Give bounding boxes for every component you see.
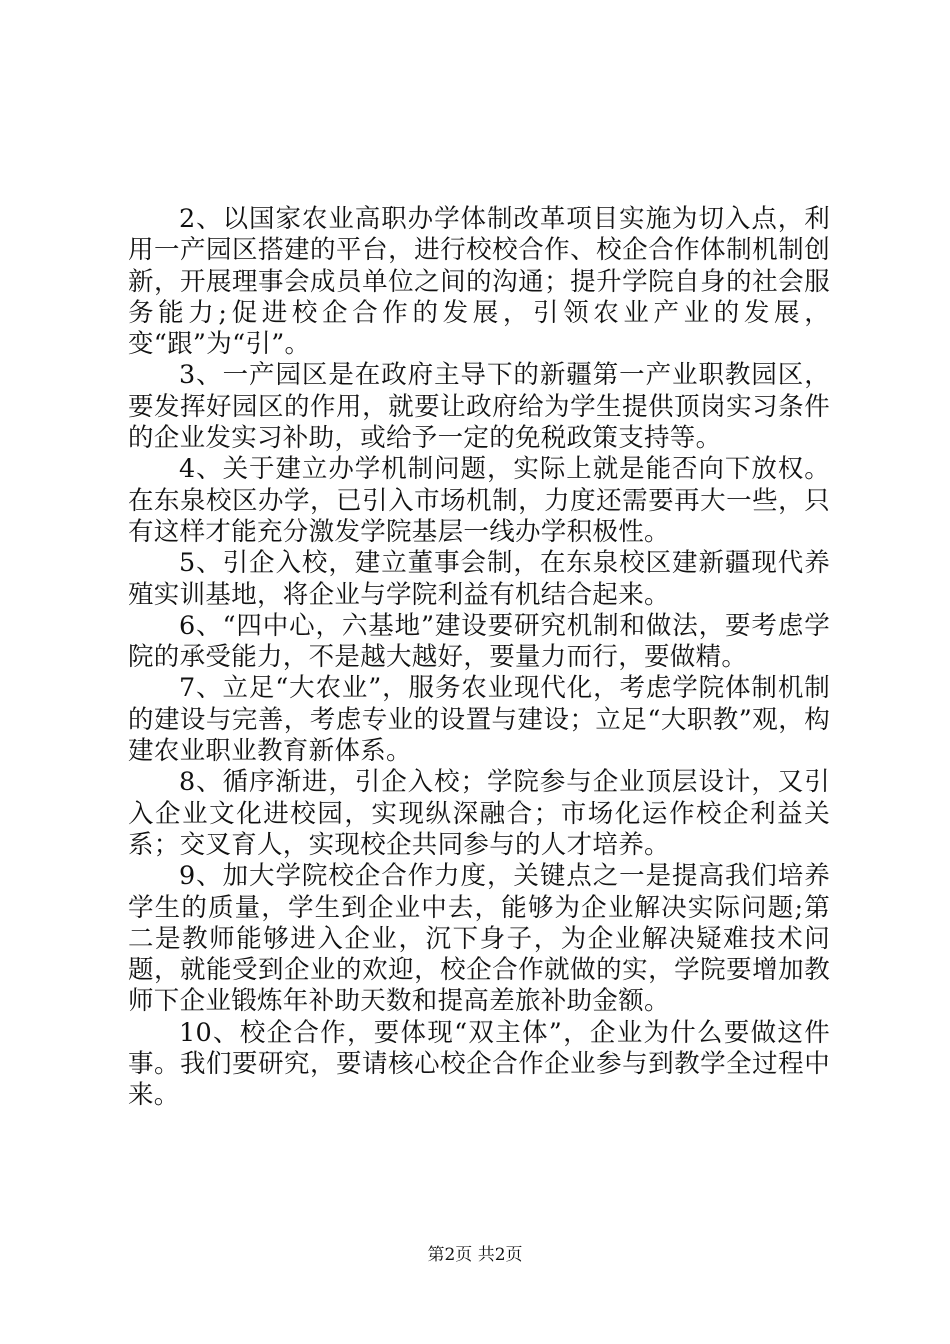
paragraph-item-10: 10、校企合作，要体现“双主体”，企业为什么要做这件事。我们要研究，要请核心校企合作企业参与到教学全过程中来。 bbox=[128, 1017, 830, 1111]
document-body bbox=[128, 204, 830, 1112]
paragraph-item-7: 7、立足“大农业”，服务农业现代化，考虑学院体制机制的建设与完善，考虑专业的设置与建设；立足“大职教”观，构建农业职业教育新体系。 bbox=[128, 673, 830, 767]
page-number-footer: 第2页 共2页 bbox=[427, 1245, 523, 1265]
paragraph-item-8: 8、循序渐进，引企入校；学院参与企业顶层设计，又引入企业文化进校园，实现纵深融合；市场化运作校企利益关系；交叉育人，实现校企共同参与的人才培养。 bbox=[128, 767, 830, 860]
paragraph-item-6: 6、“四中心，六基地”建设要研究机制和做法，要考虑学院的承受能力，不是越大越好，要量力而行，要做精。 bbox=[128, 610, 830, 673]
paragraph-item-4: 4、关于建立办学机制问题，实际上就是能否向下放权。在东泉校区办学，已引入市场机制，力度还需要再大一些，只有这样才能充分激发学院基层一线办学积极性。 bbox=[128, 454, 830, 547]
paragraph-item-3: 3、一产园区是在政府主导下的新疆第一产业职教园区，要发挥好园区的作用，就要让政府给为学生提供顶岗实习条件的企业发实习补助，或给予一定的免税政策支持等。 bbox=[128, 360, 830, 454]
paragraph-item-9: 9、加大学院校企合作力度，关键点之一是提高我们培养学生的质量，学生到企业中去，能够为企业解决实际问题;第二是教师能够进入企业，沉下身子，为企业解决疑难技术问题，就能受到企业的欢迎，校企合作就做的实，学院要增加教师下企业锻炼年补助天数和提高差旅补助金额。 bbox=[128, 861, 830, 1017]
paragraph-item-2: 2、以国家农业高职办学体制改革项目实施为切入点，利用一产园区搭建的平台，进行校校合作、校企合作体制机制创新，开展理事会成员单位之间的沟通；提升学院自身的社会服务能力;促进校企合作的发展，引领农业产业的发展，变“跟”为“引”。 bbox=[128, 204, 830, 360]
paragraph-item-5: 5、引企入校，建立董事会制，在东泉校区建新疆现代养殖实训基地，将企业与学院利益有机结合起来。 bbox=[128, 548, 830, 610]
